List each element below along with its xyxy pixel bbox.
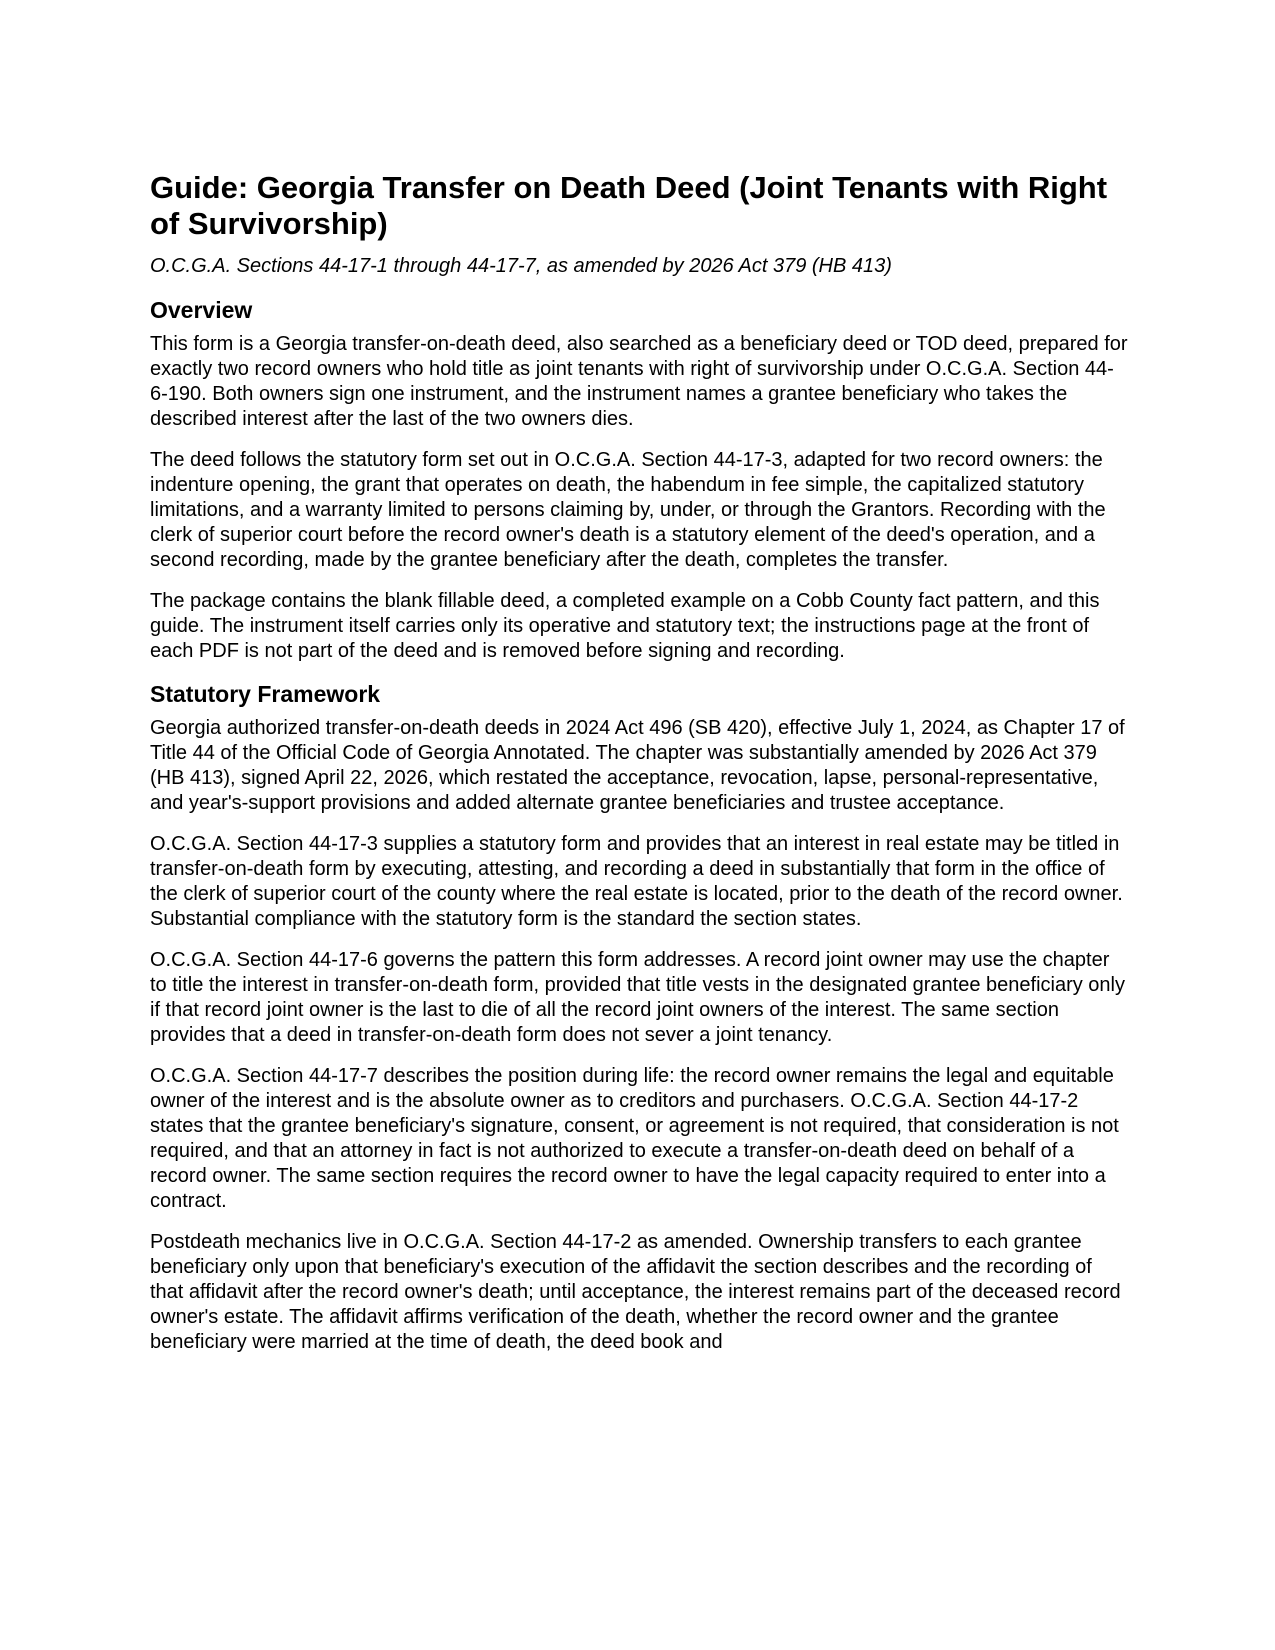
section-heading: Statutory Framework xyxy=(150,681,381,707)
document-title: Guide: Georgia Transfer on Death Deed (Joint Tenants with Right of Survivorship) xyxy=(150,170,1108,241)
paragraph: Postdeath mechanics live in O.C.G.A. Section 44-17-2 as amended. Ownership transfers to each grantee beneficiary only upon that beneficiary's execution of the affidavit the section describes and the recording of that affidavit after the record owner's death; until acceptance, the interest remains part of the deceased record owner's estate. The affidavit affirms verification of the death, whether the record owner and the grantee beneficiary were married at the time of death, the deed book and xyxy=(150,1231,1121,1353)
document-page xyxy=(150,170,1130,1371)
section-statutory-framework xyxy=(150,680,1130,1355)
document-subtitle: O.C.G.A. Sections 44-17-1 through 44-17-7, as amended by 2026 Act 379 (HB 413) xyxy=(150,255,892,277)
paragraph: The deed follows the statutory form set out in O.C.G.A. Section 44-17-3, adapted for two record owners: the indenture opening, the grant that operates on death, the habendum in fee simple, the capitalized statutory limitations, and a warranty limited to persons claiming by, under, or through the Grantors. Recording with the clerk of superior court before the record owner's death is a statutory element of the deed's operation, and a second recording, made by the grantee beneficiary after the death, completes the transfer. xyxy=(150,449,1106,571)
section-overview xyxy=(150,296,1130,664)
paragraph: O.C.G.A. Section 44-17-6 governs the pattern this form addresses. A record joint owner may use the chapter to title the interest in transfer-on-death form, provided that title vests in the designated grantee beneficiary only if that record joint owner is the last to die of all the record joint owners of the interest. The same section provides that a deed in transfer-on-death form does not sever a joint tenancy. xyxy=(150,949,1125,1046)
paragraph: O.C.G.A. Section 44-17-7 describes the position during life: the record owner remains the legal and equitable owner of the interest and is the absolute owner as to creditors and purchasers. O.C.G.A. Section 44-17-2 states that the grantee beneficiary's signature, consent, or agreement is not required, that consideration is not required, and that an attorney in fact is not authorized to execute a transfer-on-death deed on behalf of a record owner. The same section requires the record owner to have the legal capacity required to enter into a contract. xyxy=(150,1065,1119,1212)
paragraph: O.C.G.A. Section 44-17-3 supplies a statutory form and provides that an interest in real estate may be titled in transfer-on-death form by executing, attesting, and recording a deed in substantially that form in the office of the clerk of superior court of the county where the real estate is located, prior to the death of the record owner. Substantial compliance with the statutory form is the standard the section states. xyxy=(150,833,1123,930)
paragraph: The package contains the blank fillable deed, a completed example on a Cobb County fact pattern, and this guide. The instrument itself carries only its operative and statutory text; the instructions page at the front of each PDF is not part of the deed and is removed before signing and recording. xyxy=(150,590,1100,662)
paragraph: This form is a Georgia transfer-on-death deed, also searched as a beneficiary deed or TOD deed, prepared for exactly two record owners who hold title as joint tenants with right of survivorship under O.C.G.A. Section 44-6-190. Both owners sign one instrument, and the instrument names a grantee beneficiary who takes the described interest after the last of the two owners dies. xyxy=(150,333,1128,430)
section-heading: Overview xyxy=(150,297,253,323)
paragraph: Georgia authorized transfer-on-death deeds in 2024 Act 496 (SB 420), effective July 1, 2024, as Chapter 17 of Title 44 of the Official Code of Georgia Annotated. The chapter was substantially amended by 2026 Act 379 (HB 413), signed April 22, 2026, which restated the acceptance, revocation, lapse, personal-representative, and year's-support provisions and added alternate grantee beneficiaries and trustee acceptance. xyxy=(150,717,1125,814)
